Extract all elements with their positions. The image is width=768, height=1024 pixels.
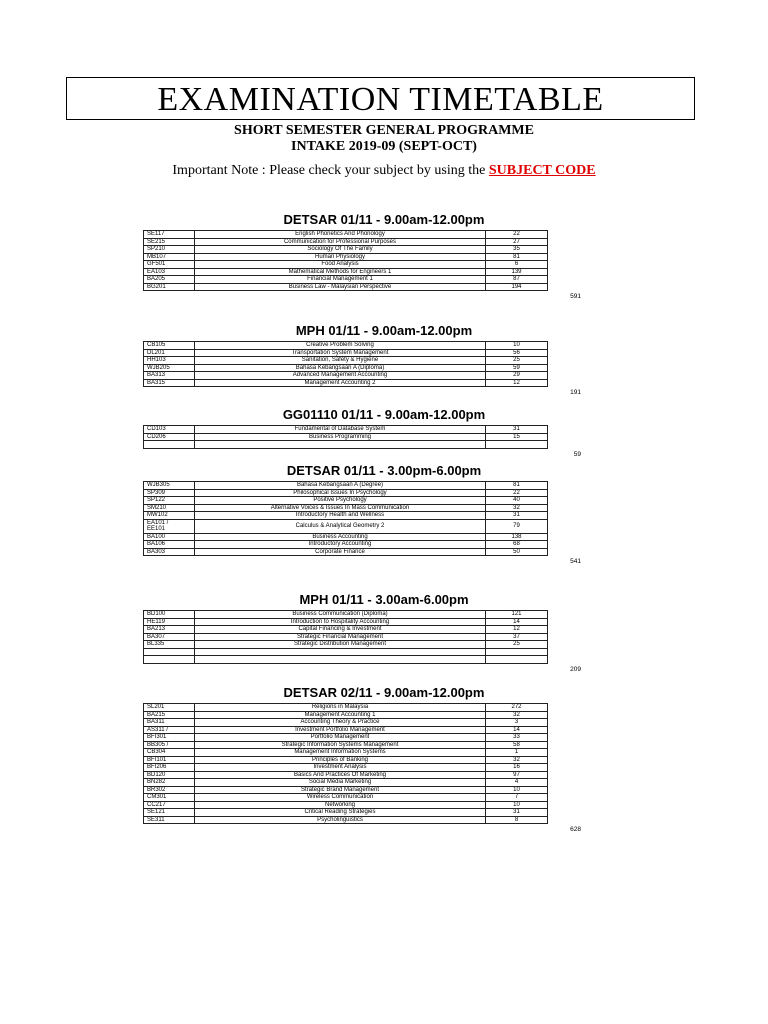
table-row <box>144 357 548 365</box>
subject-name-cell: Sociology Of The Family <box>195 246 486 254</box>
student-count-cell: 56 <box>486 349 548 357</box>
subject-code-cell: BA215 <box>144 711 195 719</box>
student-count-cell: 50 <box>486 548 548 556</box>
student-count-cell: 81 <box>486 253 548 261</box>
table-row <box>144 497 548 505</box>
table-row <box>144 433 548 441</box>
table-row <box>144 611 548 619</box>
student-count-cell: 14 <box>486 726 548 734</box>
subject-name-cell: Critical Reading Strategies <box>195 809 486 817</box>
subject-code-highlight: SUBJECT CODE <box>488 163 596 178</box>
subject-name-cell: Advanced Management Accounting <box>195 372 486 380</box>
subject-name-cell: Alternative Voices & Issues In Mass Communication <box>195 504 486 512</box>
session-section <box>0 210 768 300</box>
subject-name-cell: Investment Analysis <box>195 764 486 772</box>
table-row <box>144 771 548 779</box>
table-row <box>144 379 548 387</box>
session-total: 541 <box>570 558 581 565</box>
student-count-cell: 22 <box>486 489 548 497</box>
table-row <box>144 618 548 626</box>
subject-name-cell: Transportation System Management <box>195 349 486 357</box>
subject-code-cell: WJB205 <box>144 364 195 372</box>
subject-name-cell: Business Accounting <box>195 533 486 541</box>
subject-name-cell: Business Law - Malaysian Perspective <box>195 283 486 291</box>
subject-name-cell: Financial Management 1 <box>195 276 486 284</box>
table-row <box>144 246 548 254</box>
subject-code-cell: SP210 <box>144 246 195 254</box>
intake-heading: INTAKE 2019-09 (SEPT-OCT) <box>291 139 477 154</box>
subject-code-cell: SM210 <box>144 504 195 512</box>
table-row <box>144 489 548 497</box>
subject-code-cell: BA315 <box>144 379 195 387</box>
student-count-cell: 32 <box>486 504 548 512</box>
subject-name-cell: Business Programming <box>195 433 486 441</box>
subject-code-cell: BA106 <box>144 541 195 549</box>
subject-code-cell: GF501 <box>144 261 195 269</box>
student-count-cell <box>486 648 548 656</box>
subject-name-cell: Wireless Communication <box>195 794 486 802</box>
subject-name-cell: Psycholinguistics <box>195 816 486 824</box>
session-title: DETSAR 01/11 - 9.00am-12.00pm <box>283 212 485 227</box>
student-count-cell: 139 <box>486 268 548 276</box>
subject-name-cell: Corporate Finance <box>195 548 486 556</box>
table-row <box>144 519 548 533</box>
subject-code-cell: BD100 <box>144 611 195 619</box>
subject-code-cell: CB304 <box>144 749 195 757</box>
table-row <box>144 794 548 802</box>
subject-code-cell: AS311 / <box>144 726 195 734</box>
table-row <box>144 512 548 520</box>
student-count-cell <box>486 656 548 664</box>
subject-name-cell: Positive Psychology <box>195 497 486 505</box>
subject-code-cell: BL335 <box>144 641 195 649</box>
table-row <box>144 482 548 490</box>
subject-name-cell: Social Media Marketing <box>195 779 486 787</box>
subject-name-cell: Fundamental of Database System <box>195 426 486 434</box>
subject-code-cell: BA100 <box>144 533 195 541</box>
subject-code-cell: HE119 <box>144 618 195 626</box>
subject-code-cell: BR302 <box>144 786 195 794</box>
table-row <box>144 816 548 824</box>
subject-name-cell: Strategic Distribution Management <box>195 641 486 649</box>
session-table <box>143 341 548 387</box>
subject-name-cell: Creative Problem Solving <box>195 342 486 350</box>
table-row <box>144 648 548 656</box>
note-text: Important Note : Please check your subject by using the <box>172 163 489 178</box>
table-row <box>144 633 548 641</box>
subject-code-cell: SE117 <box>144 231 195 239</box>
student-count-cell: 1 <box>486 749 548 757</box>
student-count-cell: 32 <box>486 756 548 764</box>
subject-name-cell: Networking <box>195 801 486 809</box>
subject-name-cell: Strategic Information Systems Management <box>195 741 486 749</box>
subject-code-cell: BFI301 <box>144 734 195 742</box>
student-count-cell: 31 <box>486 512 548 520</box>
table-row <box>144 276 548 284</box>
important-note <box>0 163 768 179</box>
table-row <box>144 372 548 380</box>
table-row <box>144 231 548 239</box>
student-count-cell: 27 <box>486 238 548 246</box>
subject-name-cell: Portfolio Management <box>195 734 486 742</box>
subject-name-cell: Religions in Malaysia <box>195 704 486 712</box>
table-row <box>144 779 548 787</box>
student-count-cell: 7 <box>486 794 548 802</box>
subject-name-cell: Introductory Accounting <box>195 541 486 549</box>
student-count-cell: 58 <box>486 741 548 749</box>
student-count-cell <box>486 441 548 449</box>
subject-name-cell: Investment Portfolio Management <box>195 726 486 734</box>
subject-code-cell: SL201 <box>144 704 195 712</box>
table-row <box>144 656 548 664</box>
table-row <box>144 764 548 772</box>
student-count-cell: 87 <box>486 276 548 284</box>
student-count-cell: 59 <box>486 364 548 372</box>
student-count-cell: 97 <box>486 771 548 779</box>
table-row <box>144 342 548 350</box>
subject-code-cell <box>144 441 195 449</box>
session-title: MPH 01/11 - 3.00am-6.00pm <box>299 592 469 607</box>
subject-name-cell <box>195 441 486 449</box>
subject-name-cell: Accounting Theory & Practice <box>195 719 486 727</box>
table-row <box>144 504 548 512</box>
subject-name-cell: Introductory Health and Wellness <box>195 512 486 520</box>
table-row <box>144 809 548 817</box>
student-count-cell: 272 <box>486 704 548 712</box>
student-count-cell: 33 <box>486 734 548 742</box>
table-row <box>144 253 548 261</box>
session-total: 209 <box>570 665 581 673</box>
subject-code-cell: SP309 <box>144 489 195 497</box>
subject-code-cell <box>144 656 195 664</box>
student-count-cell: 32 <box>486 711 548 719</box>
subject-code-cell: BFI206 <box>144 764 195 772</box>
table-row <box>144 734 548 742</box>
subject-name-cell: Business Communication (Diploma) <box>195 611 486 619</box>
subject-code-line: EE101 <box>147 526 166 532</box>
subject-code-cell: BA213 <box>144 626 195 634</box>
student-count-cell: 10 <box>486 786 548 794</box>
subject-name-cell: Basics And Practices Of Marketing <box>195 771 486 779</box>
session-title: DETSAR 01/11 - 3.00pm-6.00pm <box>286 463 482 478</box>
subject-name-cell <box>195 656 486 664</box>
table-row <box>144 711 548 719</box>
session-section <box>0 461 768 565</box>
subject-code-cell: BA313 <box>144 372 195 380</box>
table-row <box>144 548 548 556</box>
session-section <box>0 590 768 673</box>
table-row <box>144 441 548 449</box>
subject-code-cell: SP122 <box>144 497 195 505</box>
subject-code-cell: CB105 <box>144 342 195 350</box>
table-row <box>144 541 548 549</box>
student-count-cell: 8 <box>486 816 548 824</box>
table-row <box>144 364 548 372</box>
table-row <box>144 801 548 809</box>
session-section <box>0 405 768 458</box>
student-count-cell: 31 <box>486 426 548 434</box>
subject-name-cell: English Phonetics And Phonology <box>195 231 486 239</box>
student-count-cell: 31 <box>486 809 548 817</box>
session-total: 191 <box>570 389 581 396</box>
session-table <box>143 703 548 824</box>
student-count-cell: 4 <box>486 779 548 787</box>
table-row <box>144 704 548 712</box>
table-row <box>144 533 548 541</box>
table-row <box>144 268 548 276</box>
student-count-cell: 12 <box>486 626 548 634</box>
subject-code-cell <box>144 519 195 533</box>
student-count-cell: 16 <box>486 764 548 772</box>
subject-name-cell: Management Accounting 1 <box>195 711 486 719</box>
table-row <box>144 641 548 649</box>
session-section <box>0 321 768 396</box>
student-count-cell: 37 <box>486 633 548 641</box>
student-count-cell: 121 <box>486 611 548 619</box>
student-count-cell: 68 <box>486 541 548 549</box>
title-box <box>66 77 695 120</box>
programme-heading: SHORT SEMESTER GENERAL PROGRAMME <box>234 123 534 138</box>
subject-code-cell: BA311 <box>144 719 195 727</box>
student-count-cell: 40 <box>486 497 548 505</box>
student-count-cell: 194 <box>486 283 548 291</box>
session-section <box>0 683 768 833</box>
subject-name-cell: Sanitation, Safety & Hygiene <box>195 357 486 365</box>
session-total: 59 <box>573 450 581 458</box>
student-count-cell: 35 <box>486 246 548 254</box>
subject-name-cell: Bahasa Kebangsaan A (Degree) <box>195 482 486 490</box>
subject-code-cell: DL201 <box>144 349 195 357</box>
student-count-cell: 10 <box>486 342 548 350</box>
table-row <box>144 726 548 734</box>
student-count-cell: 14 <box>486 618 548 626</box>
student-count-cell: 3 <box>486 719 548 727</box>
subject-code-cell: BA205 <box>144 276 195 284</box>
session-table <box>143 425 548 449</box>
subject-code-line: EA101 / <box>147 519 169 526</box>
subject-code-cell: SE121 <box>144 809 195 817</box>
subject-code-cell: BG201 <box>144 283 195 291</box>
subject-code-cell: MW102 <box>144 512 195 520</box>
session-table <box>143 610 548 664</box>
subject-name-cell <box>195 648 486 656</box>
table-row <box>144 626 548 634</box>
table-row <box>144 238 548 246</box>
subject-name-cell: Calculus & Analytical Geometry 2 <box>195 519 486 533</box>
table-row <box>144 786 548 794</box>
table-row <box>144 749 548 757</box>
student-count-cell: 25 <box>486 357 548 365</box>
student-count-cell: 79 <box>486 519 548 533</box>
subject-code-cell <box>144 648 195 656</box>
student-count-cell: 22 <box>486 231 548 239</box>
subject-code-cell: SE311 <box>144 816 195 824</box>
student-count-cell: 12 <box>486 379 548 387</box>
subject-code-cell: BN282 <box>144 779 195 787</box>
student-count-cell: 29 <box>486 372 548 380</box>
table-row <box>144 349 548 357</box>
subject-code-cell: BB305 / <box>144 741 195 749</box>
subject-code-cell: CD103 <box>144 426 195 434</box>
subject-code-cell: HH103 <box>144 357 195 365</box>
session-title: GG01110 01/11 - 9.00am-12.00pm <box>282 407 486 422</box>
student-count-cell: 15 <box>486 433 548 441</box>
subject-name-cell: Capital Financing & Investment <box>195 626 486 634</box>
student-count-cell: 81 <box>486 482 548 490</box>
table-row <box>144 719 548 727</box>
student-count-cell: 10 <box>486 801 548 809</box>
subject-code-cell: BFI101 <box>144 756 195 764</box>
session-table <box>143 230 548 291</box>
session-total: 591 <box>570 293 581 300</box>
session-title: MPH 01/11 - 9.00am-12.00pm <box>295 323 473 338</box>
table-row <box>144 261 548 269</box>
session-title: DETSAR 02/11 - 9.00am-12.00pm <box>283 685 485 700</box>
subject-code-cell: CC217 <box>144 801 195 809</box>
student-count-cell: 6 <box>486 261 548 269</box>
subject-name-cell: Bahasa Kebangsaan A (Diploma) <box>195 364 486 372</box>
table-row <box>144 741 548 749</box>
subject-name-cell: Mathematical Methods for Engineers 1 <box>195 268 486 276</box>
subject-name-cell: Human Physiology <box>195 253 486 261</box>
student-count-cell: 25 <box>486 641 548 649</box>
subject-name-cell: Management Accounting 2 <box>195 379 486 387</box>
subject-code-cell: MB107 <box>144 253 195 261</box>
subject-name-cell: Communication for Professional Purposes <box>195 238 486 246</box>
page-title: EXAMINATION TIMETABLE <box>157 81 604 118</box>
table-row <box>144 756 548 764</box>
subject-name-cell: Management Information Systems <box>195 749 486 757</box>
subject-name-cell: Strategic Brand Management <box>195 786 486 794</box>
student-count-cell: 138 <box>486 533 548 541</box>
subject-name-cell: Introduction to Hospitality Accounting <box>195 618 486 626</box>
subject-code-cell: WJB305 <box>144 482 195 490</box>
subject-code-cell: SE215 <box>144 238 195 246</box>
session-table <box>143 481 548 556</box>
subject-code-cell: BA303 <box>144 548 195 556</box>
subject-name-cell: Philosophical Issues In Psychology <box>195 489 486 497</box>
subject-code-cell: BA307 <box>144 633 195 641</box>
subject-name-cell: Food Analysis <box>195 261 486 269</box>
session-total: 628 <box>570 826 581 833</box>
table-row <box>144 426 548 434</box>
subject-code-cell: BD120 <box>144 771 195 779</box>
table-row <box>144 283 548 291</box>
subject-code-cell: CM301 <box>144 794 195 802</box>
subject-name-cell: Strategic Financial Management <box>195 633 486 641</box>
subject-code-cell: CD206 <box>144 433 195 441</box>
subject-name-cell: Principles of Banking <box>195 756 486 764</box>
subject-code-cell: EA103 <box>144 268 195 276</box>
